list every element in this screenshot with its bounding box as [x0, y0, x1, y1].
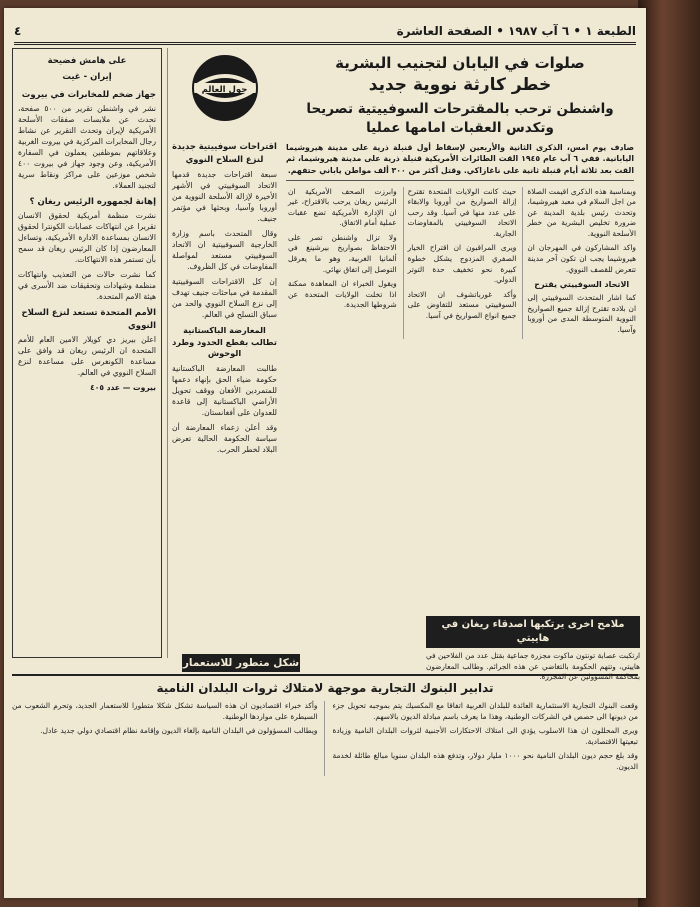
world-p1: سبعة اقتراحات جديدة قدمها الاتحاد السوفييتي في الأشهر الأخيرة لإزالة الأسلحة النووية من أوروبا وآسيا، وبحثها في مؤتمر جنيف.	[172, 169, 277, 223]
world-p5: وقد أعلن زعماء المعارضة أن سياسة الحكومة الحالية تعرض البلاد لخطر الحرب.	[172, 423, 277, 455]
sidebar-body-4: اعلن بيريز دي كويلار الامين العام للأمم المتحدة ان الرئيس ريغان قد وافق على مساعدة الكونغرس على مساعدة لنزع السلاح النووي في العالم.	[18, 334, 156, 377]
main-headlines	[284, 54, 636, 136]
col-a-p2: واكد المشاركون في المهرجان ان هيروشيما يجب ان تكون آخر مدينة تتعرض للقصف النووي.	[527, 243, 636, 274]
main-headline-2: خطر كارثة نووية جديد	[368, 75, 552, 95]
col-a-subheading: الاتحاد السوفييتي يقترح	[534, 280, 630, 290]
col-c-p1: وابرزت الصحف الأمريكية ان الرئيس ريغان يرحب بالاقتراح، غير ان الإدارة الأمريكية تضع عقبات عملية أمام الاتفاق.	[287, 186, 397, 228]
main-article	[284, 48, 636, 658]
world-p4: طالبت المعارضة الباكستانية حكومة ضياء الحق بإنهاء دعمها للمتمردين الأفغان ووقف تحويل الأراضي الباكستانية إلى قاعدة للعدوان على أفغانستان.	[172, 364, 277, 418]
sidebar-column	[12, 48, 162, 658]
sidebar-closing: بيروت — عدد ٤٠٥	[90, 382, 156, 392]
main-column-a	[522, 187, 636, 340]
sidebar-body-2: نشرت منظمة أمريكية لحقوق الانسان تقريرا عن انتهاكات عصابات الكونترا لحقوق الانسان بمساعدة الادارة الأمريكية، وتساءل المعارضون إذا كان الرئيس ريغان قد سمح بأن تستمر هذه الانتهاكات.	[18, 211, 156, 265]
bottom-column-1	[333, 701, 639, 776]
bottom-p4: وأكد خبراء اقتصاديون ان هذه السياسة تشكل شكلا متطورا للاستعمار الجديد، وتحرم الشعوب من السيطرة على مواردها الوطنية.	[12, 701, 318, 721]
bottom-p1: وقعت البنوك التجارية الاستثمارية العائدة للبلدان الغربية اتفاقا مع المكسيك يتم بموجبه تحويل جزء من ديونها الى حصص في الشركات الوطنية، وهذا ما يعرف باسم مبادلة الديون بالاسهم.	[332, 701, 638, 721]
bottom-columns	[12, 701, 638, 776]
haiti-box-title: ملامح اخرى يرتكبها اصدقاء ريغان في هاييتي	[426, 616, 640, 648]
main-headline-4: وتكدس العقبات امامها عمليا	[366, 120, 554, 136]
main-column-b	[403, 187, 517, 340]
bottom-column-2	[12, 701, 325, 776]
sidebar-intro: جهاز ضخم للمخابرات في بيروت	[21, 89, 156, 100]
col-c-p2: ولا تزال واشنطن تصر على الاحتفاظ بصواريخ بيرشينغ في ألمانيا الغربية، وهو ما يعرقل التوصل إلى اتفاق نهائي.	[287, 232, 397, 274]
col-c-p3: ويقول الخبراء ان المعاهدة ممكنة اذا تخلت الولايات المتحدة عن شروطها الجديدة.	[287, 279, 397, 310]
world-column	[167, 48, 277, 658]
bottom-article	[12, 674, 638, 890]
bottom-p3: وقد بلغ حجم ديون البلدان النامية نحو ١٠٠٠ مليار دولار، وتدفع هذه البلدان سنويا مبالغ طائلة لخدمة الديون.	[332, 751, 638, 771]
sidebar-body-1: نشر في واشنطن تقرير من ٥٠٠ صفحة، تحدث عن ملابسات صفقات الأسلحة الأمريكية لإيران وتحدث التقرير عن نشاط رجال المخابرات المركزية في بيروت الغربية وعلاقاتهم بموظفين يعملون في السفارة الأمريكية، وعن وجود جهاز في بيروت ٤٠٠ شخص موزعين على مراكز ونقاط سرية لتجنيد العملاء.	[18, 103, 156, 190]
main-lead: صادف يوم امس، الذكرى الثانية والأربعين لإسقاط أول قنبلة ذرية على مدينة هيروشيما اليابانية. ففي ٦ آب عام ١٩٤٥ القت الطائرات الأمريكية قنبلة ذرية على مدينة هيروشيما، ثم القت بعد ثلاثة أيام قنبلة ثانية على ناغازاكي. وقتل أكثر من ٣٠٠ ألف مواطن ياباني حتفهم.	[286, 142, 634, 181]
col-a-p1: وبمناسبة هذه الذكرى اقيمت الصلاة من اجل السلام في معبد هيروشيما، وتحدث رئيس بلدية المدينة عن ضرورة تخليص البشرية من خطر الأسلحة النووية.	[527, 186, 636, 238]
world-p2: وقال المتحدث باسم وزارة الخارجية السوفييتية ان الاتحاد السوفييتي مستعد لمواصلة المفاوضات في كل الظروف.	[172, 228, 277, 271]
world-subheading: المعارضة الباكستانية تطالب بقطع الحدود وطرد الوحوش	[172, 324, 277, 359]
col-a-p3: كما اشار المتحدث السوفييتي إلى ان بلاده تقترح إزالة جميع الصواريخ النووية المتوسطة المدى من أوروبا وآسيا.	[527, 293, 636, 334]
sidebar-kicker: على هامش فضيحة	[47, 56, 127, 66]
bottom-tag: شكل متطور للاستعمار	[182, 654, 300, 672]
main-headline-1: صلوات في اليابان لتجنيب البشرية	[335, 54, 585, 72]
bottom-p2: ويرى المحللون ان هذا الاسلوب يؤدي الى امتلاك الاحتكارات الأجنبية لثروات البلدان النامية وزيادة تبعيتها الاقتصادية.	[332, 726, 638, 746]
bottom-p5: ويطالب المسؤولون في البلدان النامية بإلغاء الديون وإقامة نظام اقتصادي دولي جديد عادل.	[40, 726, 318, 736]
haiti-box	[426, 616, 640, 682]
col-b-p2: ويرى المراقبون ان اقتراح الخيار الصفري المزدوج يشكل خطوة كبيرة نحو تخفيف حدة التوتر الدولي.	[407, 243, 517, 285]
sidebar-heading: إيران - غيت	[62, 72, 112, 83]
main-columns	[284, 187, 636, 340]
newspaper-page	[4, 8, 646, 898]
world-p3: إن كل الاقتراحات السوفييتية المقدمة في مباحثات جنيف تهدف إلى نزع السلاح النووي والحد من سباق التسلح في العالم.	[172, 276, 277, 319]
page-number: ٤	[14, 24, 22, 38]
sidebar-body-3: كما نشرت حالات من التعذيب وانتهاكات منظمة وشهادات وتحقيقات ضد الأسرى في هيئة الامم المتحدة.	[18, 270, 156, 302]
sidebar-subheading-1: إهانة لجمهوره الرئيس ريغان ؟	[29, 196, 156, 207]
world-headline: اقتراحات سوفييتية جديدة لنزع السلاح النووي	[172, 141, 277, 164]
book-binding	[638, 0, 700, 907]
sidebar-subheading-2: الأمم المتحدة تستعد لنزع السلاح النووي	[21, 308, 156, 331]
logo-caption: حول العالم	[201, 85, 248, 95]
page-header	[14, 20, 636, 45]
main-column-c	[284, 187, 397, 340]
haiti-box-text: ارتكبت عصابة تونتون ماكوت مجزرة جماعية بقتل عدد من الفلاحين في هاييتي، وتتهم الحكومة بالتغاضي عن هذه الجرائم. وطالب المعارضون بمحاكمة المسؤولين عن المجزرة.	[426, 651, 640, 682]
main-headline-3: واشنطن ترحب بالمقترحات السوفييتية تصريحا	[306, 101, 614, 117]
bottom-headline: تدابير البنوك التجارية موجهة لامتلاك ثروات البلدان النامية	[156, 681, 494, 695]
col-b-p1: حيث كانت الولايات المتحدة تقترح إزالة الصواريخ من أوروبا والابقاء على عدد منها في آسيا. وقد رحب الاتحاد السوفييتي بالمفاوضات الجارية.	[407, 186, 517, 238]
col-b-p3: وأكد غورباتشوف ان الاتحاد السوفييتي مستعد للتفاوض على جميع انواع الصواريخ في آسيا.	[407, 289, 517, 320]
edition-line: الطبعة ١ • ٦ آب ١٩٨٧ • الصفحة العاشرة	[396, 24, 636, 38]
